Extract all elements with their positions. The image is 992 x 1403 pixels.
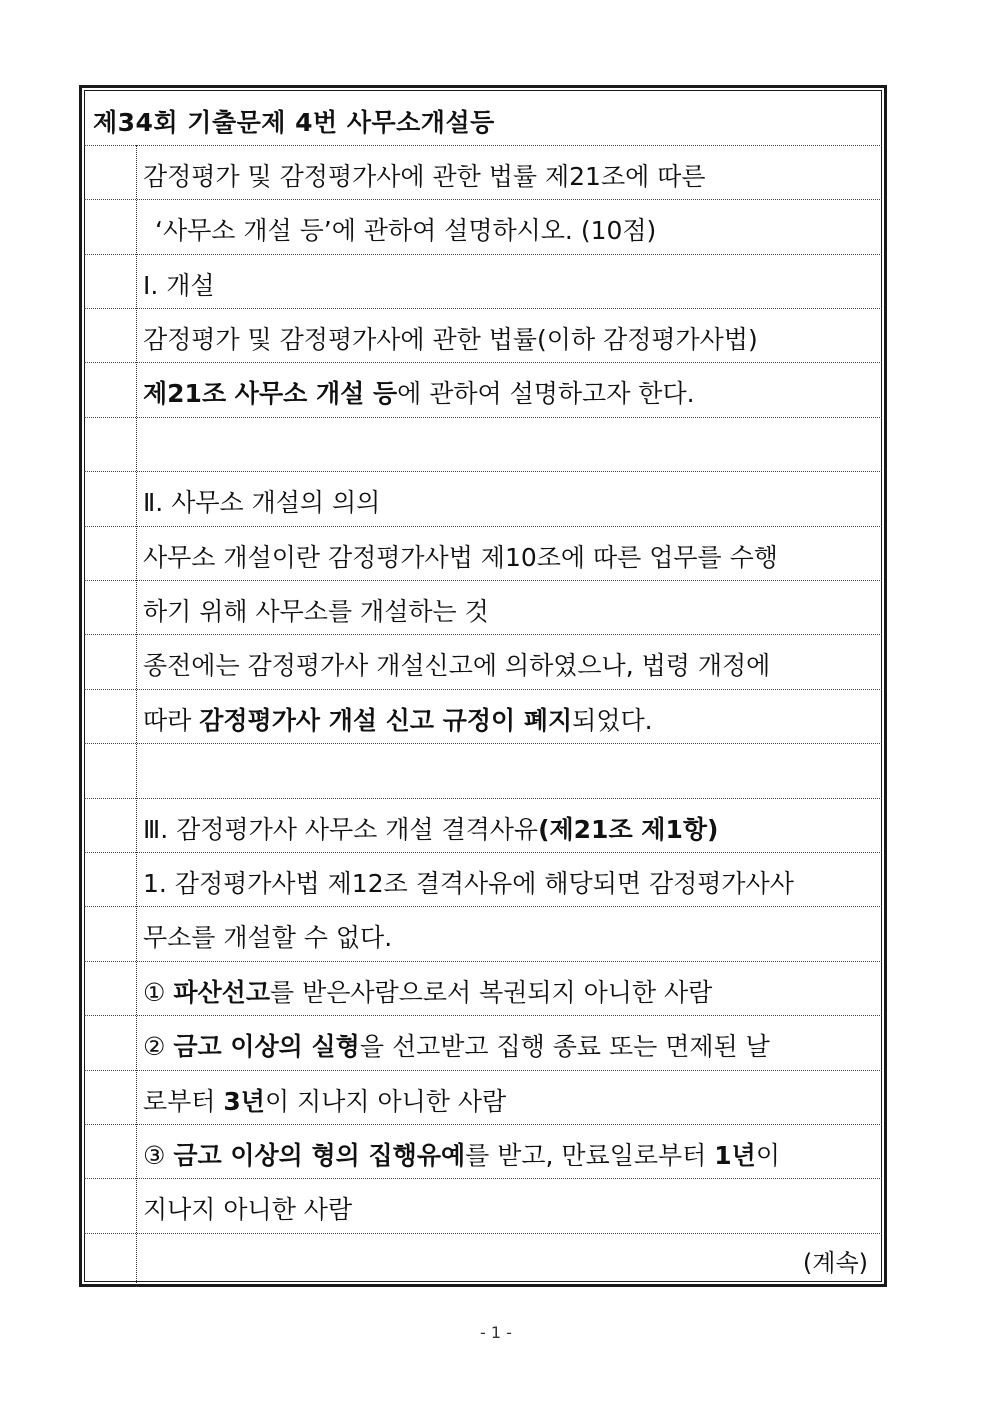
ruled-line [84, 471, 882, 472]
page-number: - 1 - [480, 1323, 512, 1342]
section-3-heading-text: Ⅲ. 감정평가사 사무소 개설 결격사유 [143, 815, 539, 844]
section-2-line-4-post: 되었다. [572, 706, 653, 735]
section-2-line-3: 종전에는 감정평가사 개설신고에 의하였으나, 법령 개정에 [143, 651, 771, 680]
clause-2-bold: 금고 이상의 실형 [173, 1032, 360, 1061]
law-reference-bold: 제21조 사무소 개설 등 [143, 379, 398, 408]
continued-note: (계속) [802, 1249, 868, 1277]
question-line-1: 감정평가 및 감정평가사에 관한 법률 제21조에 따른 [143, 162, 706, 191]
clause-3-post: 이 [755, 1141, 780, 1170]
ruled-line [84, 798, 882, 799]
clause-2-line-2-post: 이 지나지 아니한 사람 [264, 1087, 507, 1116]
document-title: 제34회 기출문제 4번 사무소개설등 [93, 108, 495, 137]
question-line-2: ‘사무소 개설 등’에 관하여 설명하시오. (10점) [155, 216, 657, 245]
clause-3-line-2: 지나지 아니한 사람 [143, 1195, 353, 1224]
clause-2-years-bold: 3년 [223, 1087, 265, 1116]
clause-2 [143, 1020, 874, 1074]
section-1-line-2-rest: 에 관하여 설명하고자 한다. [397, 379, 695, 408]
section-1-line-2 [143, 367, 874, 421]
clause-1-mark: ① [143, 978, 166, 1007]
section-2-line-2: 하기 위해 사무소를 개설하는 것 [143, 597, 489, 626]
section-1-line-1: 감정평가 및 감정평가사에 관한 법률(이하 감정평가사법) [143, 325, 758, 354]
margin-divider [136, 145, 137, 1287]
ruled-line [84, 145, 882, 146]
section-2-line-4 [143, 694, 874, 748]
clause-2-mark: ② [143, 1032, 166, 1061]
clause-3-years-bold: 1년 [714, 1141, 756, 1170]
clause-1-bold: 파산선고 [173, 978, 270, 1007]
section-2-line-1: 사무소 개설이란 감정평가사법 제10조에 따른 업무를 수행 [143, 543, 778, 572]
clause-3-bold: 금고 이상의 형의 집행유예 [173, 1141, 466, 1170]
clause-3-mark: ③ [143, 1141, 166, 1170]
clause-2-line-2-pre: 로부터 [143, 1087, 224, 1116]
section-3-heading [143, 803, 874, 857]
clause-3-rest: 를 받고, 만료일로부터 [465, 1141, 715, 1170]
section-2-line-4-pre: 따라 [143, 706, 200, 735]
section-3-heading-bold: (제21조 제1항) [538, 815, 719, 844]
clause-3 [143, 1129, 874, 1183]
section-1-heading: Ⅰ. 개설 [143, 271, 215, 300]
item-1-line-2: 무소를 개설할 수 없다. [143, 923, 393, 952]
section-2-heading: Ⅱ. 사무소 개설의 의의 [143, 488, 381, 517]
clause-1 [143, 966, 874, 1020]
abolished-rule-bold: 감정평가사 개설 신고 규정이 폐지 [199, 706, 573, 735]
clause-2-rest: 을 선고받고 집행 종료 또는 면제된 날 [359, 1032, 770, 1061]
clause-1-rest: 를 받은사람으로서 복권되지 아니한 사람 [269, 978, 713, 1007]
item-1-line-1: 1. 감정평가사법 제12조 결격사유에 해당되면 감정평가사사 [143, 869, 794, 898]
clause-2-line-2 [143, 1075, 874, 1129]
